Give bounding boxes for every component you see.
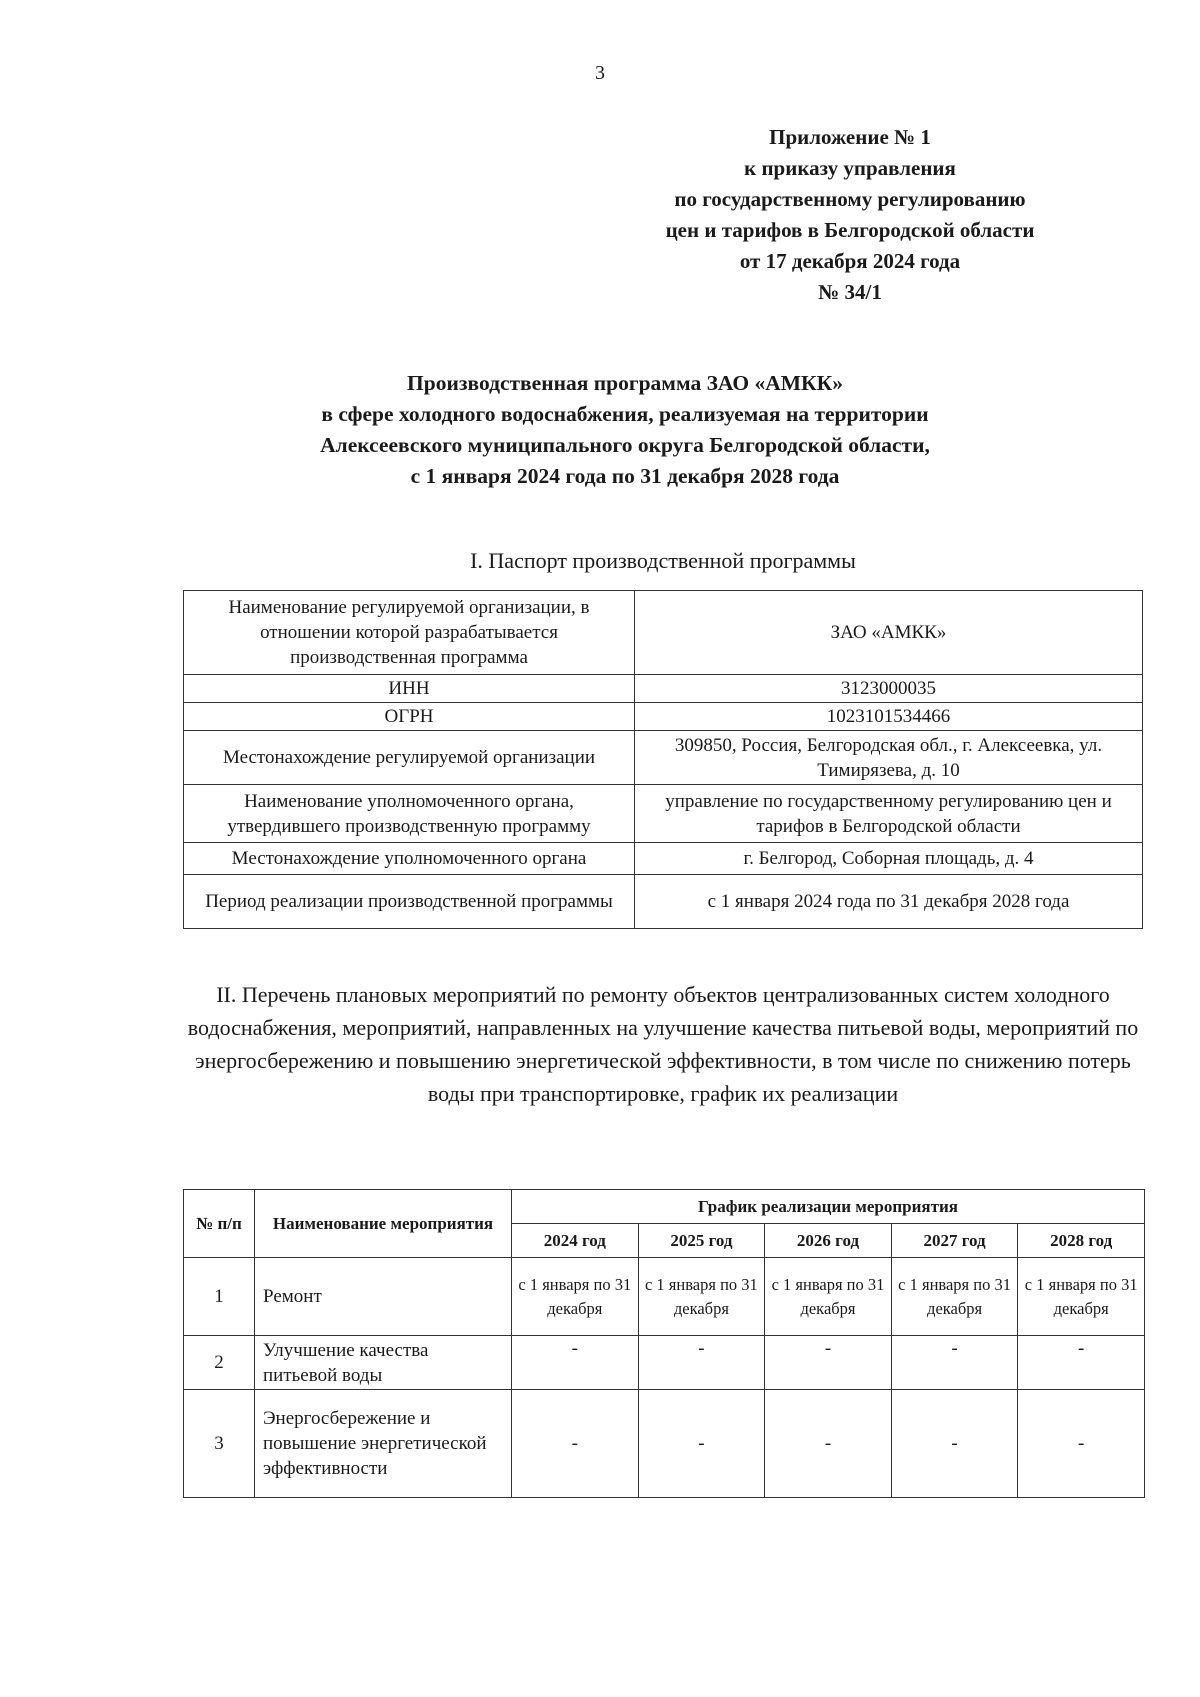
schedule-cell: -	[512, 1336, 639, 1390]
appendix-header	[600, 122, 1100, 308]
passport-label: ИНН	[184, 675, 635, 703]
passport-value: г. Белгород, Соборная площадь, д. 4	[635, 843, 1143, 875]
table-row	[184, 843, 1143, 875]
appendix-line: № 34/1	[818, 280, 882, 304]
section2-title: II. Перечень плановых мероприятий по ремонту объектов централизованных систем холодного водоснабжения, мероприятий, направленных на улучшение качества питьевой воды, мероприятий по энергосбережению и повышению энергетической эффективности, в том числе по снижению потерь воды при транспортировке, график их реализации	[187, 982, 1139, 1106]
year-header: 2028 год	[1018, 1224, 1145, 1258]
table-header-row	[184, 1190, 1145, 1224]
passport-label: Местонахождение уполномоченного органа	[184, 843, 635, 875]
program-title-line: Алексеевского муниципального округа Белгородской области,	[320, 433, 930, 457]
schedule-cell: -	[1018, 1336, 1145, 1390]
schedule-cell: -	[765, 1390, 892, 1498]
table-row	[184, 1336, 1145, 1390]
passport-value: 1023101534466	[635, 703, 1143, 731]
schedule-cell: с 1 января по 31 декабря	[891, 1258, 1018, 1336]
schedule-cell: -	[891, 1390, 1018, 1498]
passport-value: ЗАО «АМКК»	[635, 591, 1143, 675]
table-row	[184, 1258, 1145, 1336]
row-number: 2	[184, 1336, 255, 1390]
passport-value: управление по государственному регулированию цен и тарифов в Белгородской области	[635, 785, 1143, 843]
schedule-cell: -	[638, 1390, 765, 1498]
program-title-line: с 1 января 2024 года по 31 декабря 2028 года	[410, 464, 840, 488]
passport-label: Местонахождение регулируемой организации	[184, 731, 635, 785]
passport-value: с 1 января 2024 года по 31 декабря 2028 года	[635, 875, 1143, 929]
appendix-line: по государственному регулированию	[674, 187, 1026, 211]
schedule-cell: с 1 января по 31 декабря	[1018, 1258, 1145, 1336]
passport-label: Наименование уполномоченного органа, утвердившего производственную программу	[184, 785, 635, 843]
passport-label: ОГРН	[184, 703, 635, 731]
schedule-cell: с 1 января по 31 декабря	[638, 1258, 765, 1336]
appendix-line: цен и тарифов в Белгородской области	[665, 218, 1035, 242]
schedule-cell: -	[638, 1336, 765, 1390]
appendix-line: от 17 декабря 2024 года	[739, 249, 961, 273]
year-header: 2024 год	[512, 1224, 639, 1258]
section1-title: I. Паспорт производственной программы	[470, 548, 856, 573]
table-row	[184, 1390, 1145, 1498]
program-title-line: в сфере холодного водоснабжения, реализуемая на территории	[321, 402, 929, 426]
schedule-cell: -	[765, 1336, 892, 1390]
page-number: 3	[595, 62, 605, 84]
appendix-line: к приказу управления	[744, 156, 956, 180]
row-number: 3	[184, 1390, 255, 1498]
table-row	[184, 785, 1143, 843]
col-name-header: Наименование мероприятия	[255, 1190, 512, 1258]
passport-label: Наименование регулируемой организации, в отношении которой разрабатывается производственная программа	[184, 591, 635, 675]
table-row	[184, 675, 1143, 703]
year-header: 2026 год	[765, 1224, 892, 1258]
col-schedule-header: График реализации мероприятия	[512, 1190, 1145, 1224]
table-row	[184, 731, 1143, 785]
table-row	[184, 591, 1143, 675]
measure-name: Энергосбережение и повышение энергетической эффективности	[255, 1390, 512, 1498]
schedule-cell: -	[1018, 1390, 1145, 1498]
schedule-cell: -	[891, 1336, 1018, 1390]
passport-value: 3123000035	[635, 675, 1143, 703]
program-title	[220, 368, 1030, 492]
program-title-line: Производственная программа ЗАО «АМКК»	[407, 371, 843, 395]
table-row	[184, 703, 1143, 731]
col-num-header: № п/п	[184, 1190, 255, 1258]
table-row	[184, 875, 1143, 929]
row-number: 1	[184, 1258, 255, 1336]
measures-table	[183, 1189, 1145, 1498]
passport-table	[183, 590, 1143, 929]
year-header: 2027 год	[891, 1224, 1018, 1258]
schedule-cell: с 1 января по 31 декабря	[512, 1258, 639, 1336]
schedule-cell: с 1 января по 31 декабря	[765, 1258, 892, 1336]
schedule-cell: -	[512, 1390, 639, 1498]
measure-name: Ремонт	[255, 1258, 512, 1336]
passport-value: 309850, Россия, Белгородская обл., г. Алексеевка, ул. Тимирязева, д. 10	[635, 731, 1143, 785]
measure-name: Улучшение качества питьевой воды	[255, 1336, 512, 1390]
appendix-line: Приложение № 1	[769, 125, 931, 149]
passport-label: Период реализации производственной программы	[184, 875, 635, 929]
year-header: 2025 год	[638, 1224, 765, 1258]
